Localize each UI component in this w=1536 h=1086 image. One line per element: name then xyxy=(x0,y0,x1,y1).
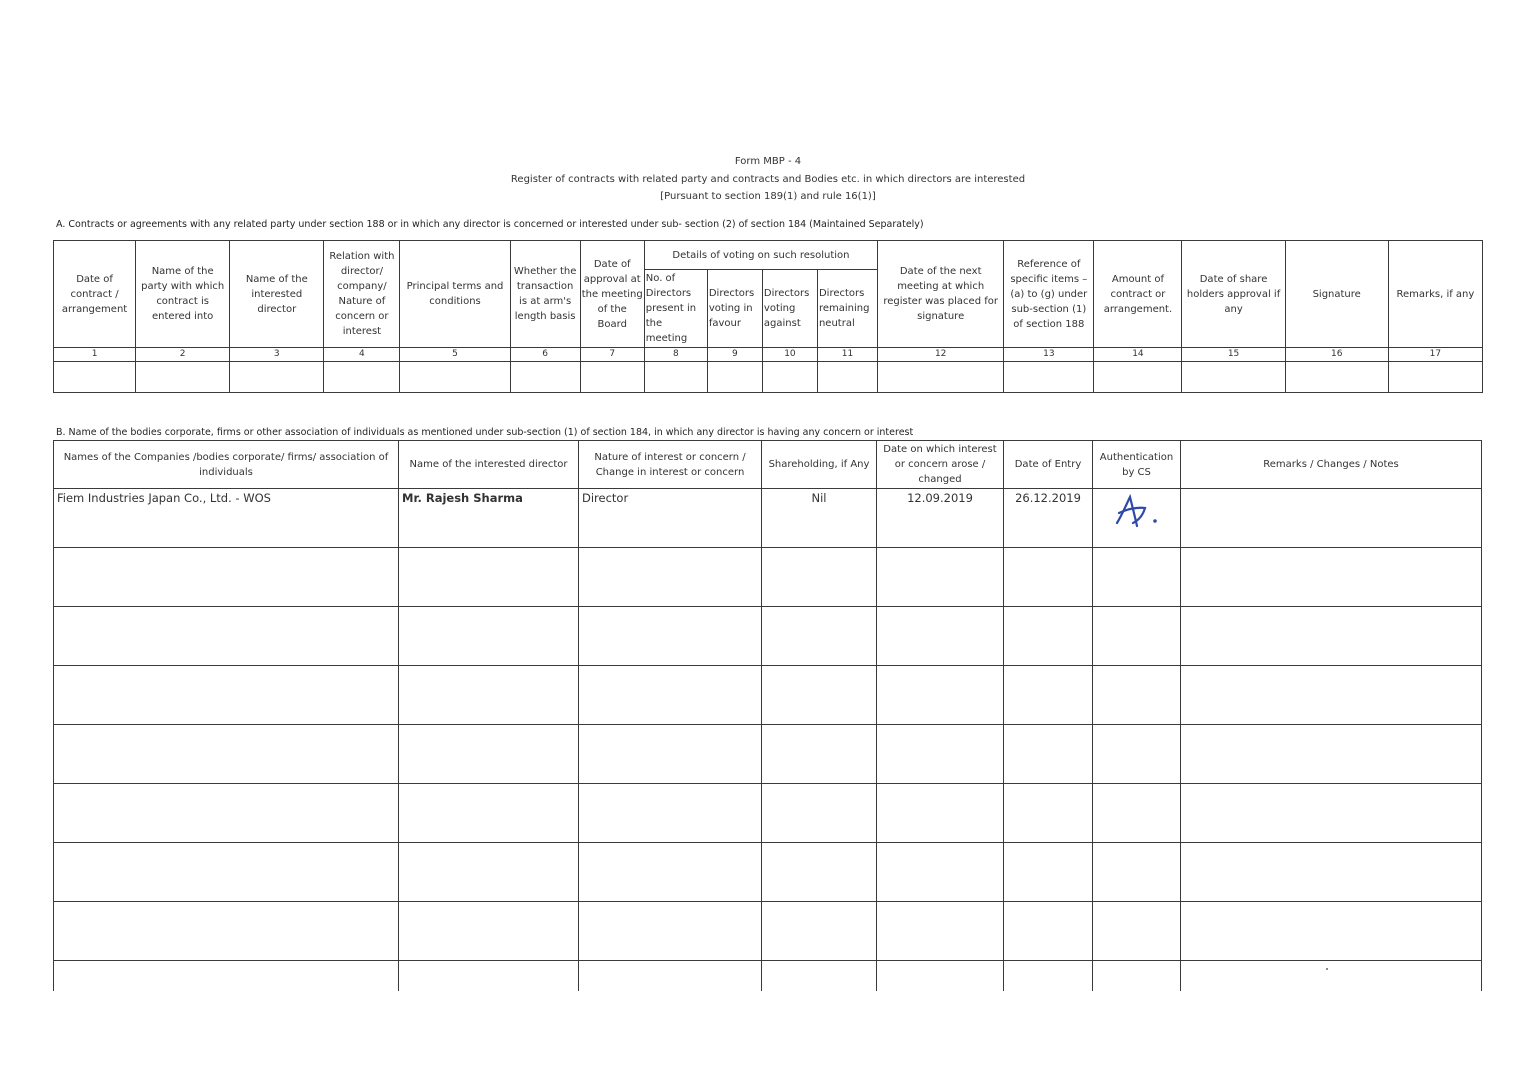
empty-cell xyxy=(762,607,877,666)
col-nature-of-interest: Nature of interest or concern / Change in interest or concern xyxy=(579,441,762,489)
empty-cell xyxy=(877,961,1004,992)
empty-cell xyxy=(510,362,580,393)
empty-cell xyxy=(707,362,762,393)
empty-cell xyxy=(762,666,877,725)
empty-cell xyxy=(1094,362,1182,393)
form-pursuant: [Pursuant to section 189(1) and rule 16(1)] xyxy=(660,191,876,202)
col-number: 7 xyxy=(580,348,644,362)
col-date-of-entry: Date of Entry xyxy=(1004,441,1093,489)
empty-cell xyxy=(579,784,762,843)
col-number: 15 xyxy=(1182,348,1285,362)
table-row xyxy=(54,843,1482,902)
director-name-cell: Mr. Rajesh Sharma xyxy=(399,489,579,548)
empty-cell xyxy=(1181,784,1482,843)
empty-cell xyxy=(399,961,579,992)
col-number: 5 xyxy=(400,348,510,362)
section-b-table xyxy=(53,440,1482,991)
empty-cell xyxy=(1004,902,1093,961)
empty-cell xyxy=(1093,784,1181,843)
empty-cell xyxy=(762,784,877,843)
empty-cell xyxy=(1004,725,1093,784)
empty-cell xyxy=(878,362,1004,393)
empty-cell xyxy=(1093,548,1181,607)
empty-cell xyxy=(817,362,877,393)
empty-cell xyxy=(579,548,762,607)
col-number: 13 xyxy=(1004,348,1094,362)
empty-cell xyxy=(54,902,399,961)
col-number: 8 xyxy=(644,348,707,362)
empty-cell xyxy=(877,784,1004,843)
empty-cell xyxy=(1388,362,1482,393)
section-a-title: A. Contracts or agreements with any related party under section 188 or in which any director is concerned or interested under sub- section (2) of section 184 (Maintained Separately) xyxy=(56,219,924,230)
empty-cell xyxy=(1093,843,1181,902)
empty-cell xyxy=(1004,362,1094,393)
table-row xyxy=(54,902,1482,961)
col-number: 1 xyxy=(54,348,136,362)
empty-cell xyxy=(1181,961,1482,992)
empty-cell xyxy=(1093,725,1181,784)
empty-cell xyxy=(1181,548,1482,607)
empty-cell xyxy=(399,843,579,902)
empty-cell xyxy=(1181,725,1482,784)
empty-cell xyxy=(1093,961,1181,992)
form-title: Register of contracts with related party and contracts and Bodies etc. in which directors are interested xyxy=(510,174,1026,185)
table-row xyxy=(54,666,1482,725)
empty-cell xyxy=(54,843,399,902)
col-number: 10 xyxy=(762,348,817,362)
form-number: Form MBP - 4 xyxy=(734,156,802,167)
empty-cell xyxy=(877,666,1004,725)
col-arms-length: Whether the transaction is at arm's length basis xyxy=(510,241,580,348)
empty-cell xyxy=(1004,843,1093,902)
empty-cell xyxy=(1004,784,1093,843)
col-shareholders-approval: Date of share holders approval if any xyxy=(1182,241,1285,348)
col-number: 4 xyxy=(324,348,400,362)
empty-cell xyxy=(324,362,400,393)
col-number: 2 xyxy=(136,348,230,362)
empty-cell xyxy=(1285,362,1388,393)
table-row xyxy=(54,961,1482,992)
empty-cell xyxy=(54,725,399,784)
empty-cell xyxy=(1093,902,1181,961)
empty-cell xyxy=(1181,902,1482,961)
empty-cell xyxy=(762,362,817,393)
empty-cell xyxy=(762,902,877,961)
empty-cell xyxy=(762,548,877,607)
col-voting-against: Directors voting against xyxy=(762,270,817,348)
col-number: 16 xyxy=(1285,348,1388,362)
table-row xyxy=(54,362,1483,393)
empty-cell xyxy=(877,725,1004,784)
col-date-of-contract: Date of contract / arrangement xyxy=(54,241,136,348)
empty-cell xyxy=(54,548,399,607)
empty-cell xyxy=(400,362,510,393)
table-row xyxy=(54,489,1482,548)
col-company-names: Names of the Companies /bodies corporate/ firms/ association of individuals xyxy=(54,441,399,489)
date-arose-cell: 12.09.2019 xyxy=(877,489,1004,548)
empty-cell xyxy=(1004,607,1093,666)
table-row xyxy=(54,607,1482,666)
empty-cell xyxy=(1182,362,1285,393)
col-principal-terms: Principal terms and conditions xyxy=(400,241,510,348)
col-remaining-neutral: Directors remaining neutral xyxy=(817,270,877,348)
date-entry-cell: 26.12.2019 xyxy=(1004,489,1093,548)
col-shareholding: Shareholding, if Any xyxy=(762,441,877,489)
empty-cell xyxy=(54,961,399,992)
empty-cell xyxy=(762,725,877,784)
section-a-table xyxy=(53,240,1483,393)
empty-cell xyxy=(54,362,136,393)
empty-cell xyxy=(579,607,762,666)
empty-cell xyxy=(1004,961,1093,992)
empty-cell xyxy=(579,725,762,784)
empty-cell xyxy=(399,902,579,961)
col-number: 12 xyxy=(878,348,1004,362)
empty-cell xyxy=(399,548,579,607)
col-signature: Signature xyxy=(1285,241,1388,348)
empty-cell xyxy=(1004,666,1093,725)
col-directors-present: No. of Directors present in the meeting xyxy=(644,270,707,348)
nature-cell: Director xyxy=(579,489,762,548)
empty-cell xyxy=(1181,843,1482,902)
table-row xyxy=(54,725,1482,784)
empty-cell xyxy=(762,961,877,992)
col-party-name: Name of the party with which contract is entered into xyxy=(136,241,230,348)
empty-cell xyxy=(54,607,399,666)
empty-cell xyxy=(1093,666,1181,725)
empty-cell xyxy=(762,843,877,902)
shareholding-cell: Nil xyxy=(762,489,877,548)
empty-cell xyxy=(579,666,762,725)
col-interested-director: Name of the interested director xyxy=(230,241,324,348)
empty-cell xyxy=(580,362,644,393)
empty-cell xyxy=(54,666,399,725)
col-date-arose: Date on which interest or concern arose / changed xyxy=(877,441,1004,489)
company-name-cell: Fiem Industries Japan Co., Ltd. - WOS xyxy=(54,489,399,548)
col-remarks: Remarks, if any xyxy=(1388,241,1482,348)
col-board-approval-date: Date of approval at the meeting of the Board xyxy=(580,241,644,348)
col-next-meeting-date: Date of the next meeting at which register was placed for signature xyxy=(878,241,1004,348)
empty-cell xyxy=(399,784,579,843)
empty-cell xyxy=(1004,548,1093,607)
col-number: 9 xyxy=(707,348,762,362)
empty-cell xyxy=(399,607,579,666)
empty-cell xyxy=(54,784,399,843)
empty-cell xyxy=(877,548,1004,607)
empty-cell xyxy=(877,607,1004,666)
empty-cell xyxy=(1181,666,1482,725)
table-row xyxy=(54,548,1482,607)
scan-mark xyxy=(1326,968,1328,970)
empty-cell xyxy=(399,725,579,784)
empty-cell xyxy=(230,362,324,393)
empty-cell xyxy=(579,902,762,961)
col-amount: Amount of contract or arrangement. xyxy=(1094,241,1182,348)
col-authentication: Authentication by CS xyxy=(1093,441,1181,489)
col-number: 3 xyxy=(230,348,324,362)
col-reference-items: Reference of specific items – (a) to (g) under sub-section (1) of section 188 xyxy=(1004,241,1094,348)
remarks-cell xyxy=(1181,489,1482,548)
col-voting-details: Details of voting on such resolution xyxy=(644,241,877,270)
empty-cell xyxy=(877,843,1004,902)
col-relation: Relation with director/ company/ Nature of concern or interest xyxy=(324,241,400,348)
signature-icon xyxy=(1113,493,1163,533)
col-number: 14 xyxy=(1094,348,1182,362)
empty-cell xyxy=(579,843,762,902)
table-row xyxy=(54,784,1482,843)
empty-cell xyxy=(579,961,762,992)
section-b-title: B. Name of the bodies corporate, firms or other association of individuals as mentioned under sub-section (1) of section 184, in which any director is having any concern or interest xyxy=(56,427,914,438)
empty-cell xyxy=(1181,607,1482,666)
col-number: 11 xyxy=(817,348,877,362)
col-voting-favour: Directors voting in favour xyxy=(707,270,762,348)
col-remarks-notes: Remarks / Changes / Notes xyxy=(1181,441,1482,489)
empty-cell xyxy=(1093,607,1181,666)
empty-cell xyxy=(399,666,579,725)
col-number: 17 xyxy=(1388,348,1482,362)
col-number: 6 xyxy=(510,348,580,362)
empty-cell xyxy=(136,362,230,393)
authentication-cell xyxy=(1093,489,1181,548)
col-interested-director: Name of the interested director xyxy=(399,441,579,489)
empty-cell xyxy=(644,362,707,393)
empty-cell xyxy=(877,902,1004,961)
